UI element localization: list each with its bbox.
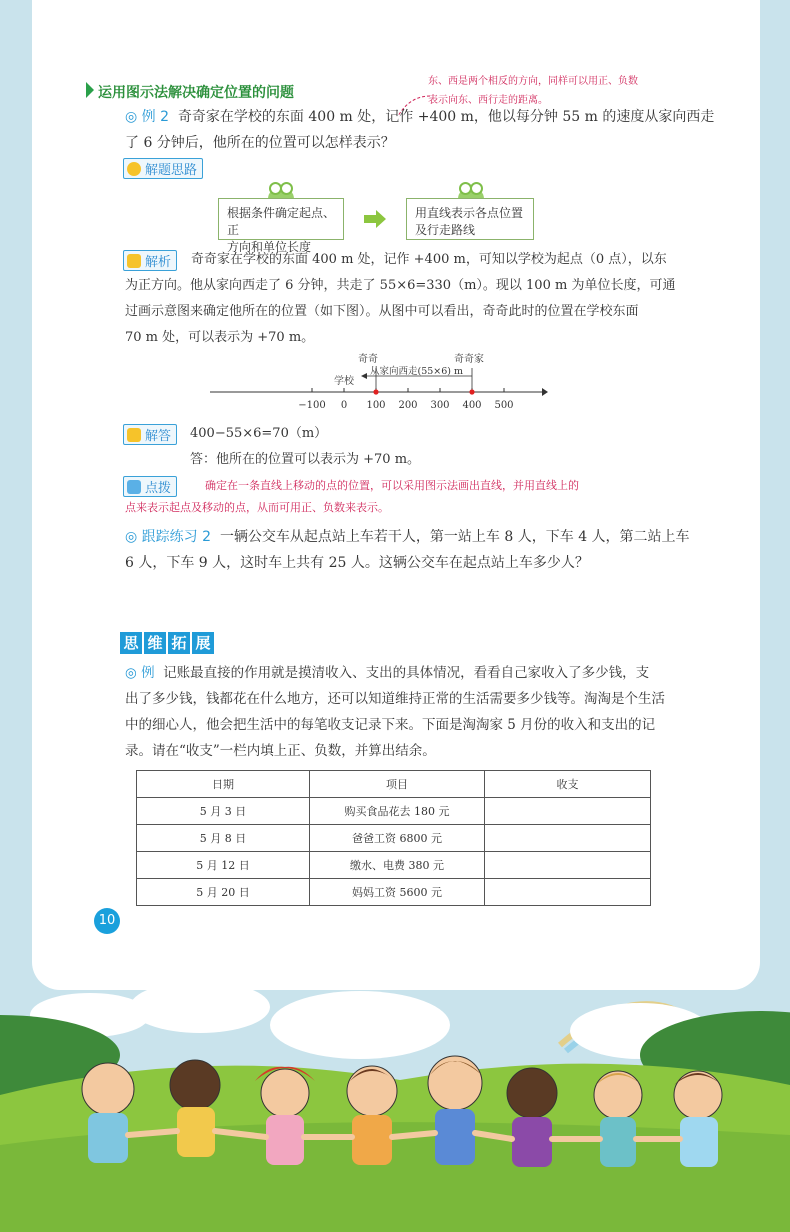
practice-text: 一辆公交车从起点站上车若干人，第一站上车 8 人，下车 4 人，第二站上车: [219, 529, 690, 545]
tip-text: [125, 475, 717, 519]
school-label: 学校: [334, 376, 354, 387]
tip-tag-label: 点拨: [145, 481, 172, 496]
example2: [125, 104, 715, 156]
walk-label: 从家向西走(55×6) m: [370, 366, 464, 377]
thinking-title-char: 拓: [168, 632, 190, 654]
number-line-tick-label: 500: [494, 400, 514, 411]
number-line-diagram: [200, 350, 560, 416]
axis-arrow-icon: [542, 388, 548, 396]
table-row: [137, 825, 651, 852]
table-cell: 爸爸工资 6800 元: [310, 825, 485, 852]
number-line-tick-label: 400: [462, 400, 482, 411]
side-note-line: 表示向东、西行走的距离。: [428, 95, 548, 106]
number-line-tick-label: 300: [430, 400, 450, 411]
table-row: [137, 852, 651, 879]
flow-box-1: [218, 198, 344, 254]
thinking-title-char: 展: [192, 632, 214, 654]
practice: [125, 524, 717, 576]
income-expense-cell[interactable]: [485, 825, 651, 852]
practice-line: [125, 524, 717, 550]
table-header: 项目: [310, 771, 485, 798]
practice-line: 6 人，下车 9 人，这时车上共有 25 人。这辆公交车在起点站上车多少人？: [125, 555, 589, 571]
section-title: 运用图示法解决确定位置的问题: [98, 85, 294, 101]
flow-box-1-line: 方向和单位长度: [227, 240, 312, 254]
qiqi-label: 奇奇: [358, 354, 378, 365]
thinking-label: ◎ 例: [125, 665, 155, 681]
answer-tag-label: 解答: [145, 429, 172, 444]
income-expense-cell[interactable]: [485, 879, 651, 906]
example2-text: 奇奇家在学校的东面 400 m 处，记作 +400 m，他以每分钟 55 m 的速度从家向西走: [177, 109, 715, 125]
section-arrow-icon: [86, 82, 94, 98]
thinking-title-char: 思: [120, 632, 142, 654]
analysis-tag-label: 解析: [145, 255, 172, 270]
thinking-title-char: 维: [144, 632, 166, 654]
number-line-tick-label: −100: [298, 400, 326, 411]
example2-label: ◎ 例 2: [125, 109, 170, 125]
flow-box-2-line: 及行走路线: [415, 223, 476, 237]
thinking-line-text: 记账最直接的作用就是摸清收入、支出的具体情况，看看自己家收入了多少钱，支: [163, 665, 650, 681]
number-line-tick-label: 100: [366, 400, 386, 411]
table-cell: 5 月 12 日: [137, 852, 310, 879]
analysis-text: [125, 247, 717, 351]
answer-tag: [123, 424, 177, 445]
table-cell: 5 月 3 日: [137, 798, 310, 825]
arrow-right-icon: [364, 210, 386, 228]
thinking-text: [125, 660, 719, 764]
answer-line-1: 400−55×6=70（m）: [190, 426, 328, 441]
thinking-line: [125, 660, 719, 686]
table-row: [137, 798, 651, 825]
table-cell: 购买食品花去 180 元: [310, 798, 485, 825]
table-header: 日期: [137, 771, 310, 798]
idea-tag: [123, 158, 203, 179]
home-label: 奇奇家: [454, 354, 484, 365]
table-cell: 缴水、电费 380 元: [310, 852, 485, 879]
idea-tag-label: 解题思路: [145, 163, 198, 178]
table-row: [137, 879, 651, 906]
lightbulb-icon: [127, 162, 141, 176]
flow-box-2: [406, 198, 534, 240]
thinking-line: 录。请在“收支”一栏内填上正、负数，并算出结余。: [125, 743, 436, 759]
thinking-line: 出了多少钱，钱都花在什么地方，还可以知道维持正常的生活需要多少钱等。淘淘是个生活: [125, 691, 665, 707]
analysis-line: 过画示意图来确定他所在的位置（如下图）。从图中可以看出，奇奇此时的位置在学校东面: [125, 304, 639, 319]
income-expense-cell[interactable]: [485, 852, 651, 879]
side-note-line: 东、西是两个相反的方向，同样可以用正、负数: [428, 76, 638, 87]
example2-line: [125, 104, 715, 130]
analysis-line: 为正方向。他从家向西走了 6 分钟，共走了 55×6=330（m）。现以 100 m 为单位长度，可通: [125, 278, 676, 293]
example2-line: 了 6 分钟后，他所在的位置可以怎样表示？: [125, 135, 395, 151]
number-line-tick-label: 200: [398, 400, 418, 411]
table-cell: 妈妈工资 5600 元: [310, 879, 485, 906]
thinking-line: 中的细心人，他会把生活中的每笔收支记录下来。下面是淘淘家 5 月份的收入和支出的记: [125, 717, 656, 733]
home-point: [469, 389, 474, 394]
table-header-row: [137, 771, 651, 798]
notebook-icon: [127, 428, 141, 442]
income-expense-cell[interactable]: [485, 798, 651, 825]
analysis-line: 70 m 处，可以表示为 +70 m。: [125, 330, 315, 345]
answer-line-2: 答：他所在的位置可以表示为 +70 m。: [190, 452, 421, 467]
analysis-line: 奇奇家在学校的东面 400 m 处，记作 +400 m，可知以学校为起点（0 点），以东: [191, 252, 667, 267]
practice-label: ◎ 跟踪练习 2: [125, 529, 212, 545]
tip-line: 点来表示起点及移动的点，从而可用正、负数来表示。: [125, 501, 389, 514]
flow-box-1-line: 根据条件确定起点、正: [227, 206, 336, 237]
qiqi-point: [373, 389, 378, 394]
thinking-title: [120, 632, 216, 654]
ledger-table: [136, 770, 651, 906]
flow-box-2-line: 用直线表示各点位置: [415, 206, 524, 220]
table-header: 收支: [485, 771, 651, 798]
number-line-tick-label: 0: [340, 400, 348, 411]
page-number: 10: [94, 908, 120, 934]
children-landscape-illustration: [0, 985, 790, 1232]
table-cell: 5 月 8 日: [137, 825, 310, 852]
table-cell: 5 月 20 日: [137, 879, 310, 906]
walk-arrow-icon: [361, 373, 367, 379]
tip-line: 确定在一条直线上移动的点的位置，可以采用图示法画出直线，并用直线上的: [205, 479, 579, 492]
